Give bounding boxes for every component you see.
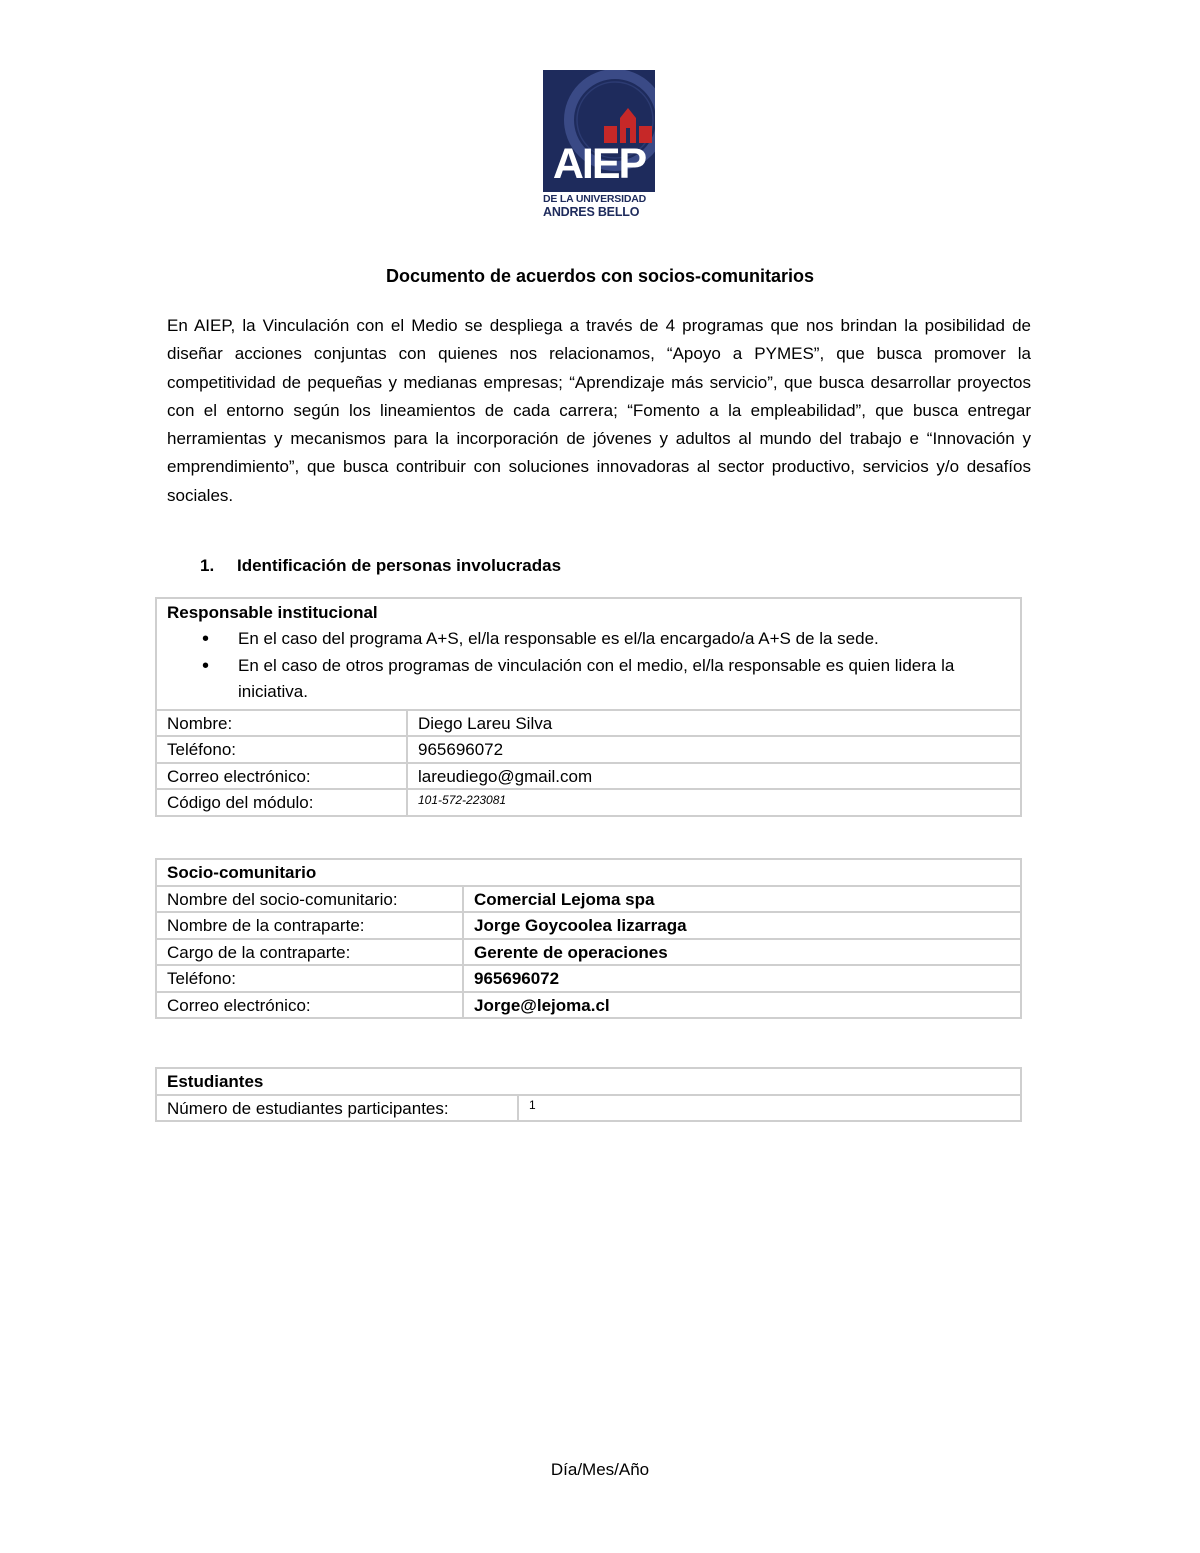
row-label: Teléfono: [156, 736, 407, 763]
row-label: Cargo de la contraparte: [156, 939, 463, 966]
table-row [156, 939, 1021, 966]
row-value: Comercial Lejoma spa [463, 886, 1021, 913]
logo-subtitle-line1: DE LA UNIVERSIDAD [543, 193, 646, 205]
section-title: Identificación de personas involucradas [237, 556, 562, 575]
table-row [156, 992, 1021, 1019]
row-value: Gerente de operaciones [463, 939, 1021, 966]
aiep-logo [543, 70, 655, 192]
table-row [156, 598, 1021, 710]
table-row [156, 710, 1021, 737]
document-title: Documento de acuerdos con socios-comunitarios [385, 266, 815, 286]
table-row [156, 736, 1021, 763]
responsable-header-cell [156, 598, 1021, 710]
row-label: Correo electrónico: [156, 763, 407, 790]
logo-subtitle [543, 193, 659, 219]
logo-subtitle-line2: ANDRES BELLO [543, 205, 640, 219]
table-row [156, 789, 1021, 816]
row-value: Jorge Goycoolea lizarraga [463, 912, 1021, 939]
list-item: • En el caso de otros programas de vinculación con el medio, el/la responsable es quien lidera la iniciativa. [238, 653, 1011, 706]
estudiantes-table [155, 1067, 1022, 1122]
section-heading [200, 556, 561, 576]
table-row [156, 886, 1021, 913]
intro-paragraph: En AIEP, la Vinculación con el Medio se despliega a través de 4 programas que nos brindan la posibilidad de diseñar acciones conjuntas con quienes nos relacionamos, “Apoyo a PYMES”, que busca promover la competitividad de pequeñas y medianas empresas; “Aprendizaje más servicio”, que busca desarrollar proyectos con el entorno según los lineamientos de cada carrera; “Fomento a la empleabilidad”, que busca entregar herramientas y mecanismos para la incorporación de jóvenes y adultos al mundo del trabajo e “Innovación y emprendimiento”, que busca contribuir con soluciones innovadoras al sector productivo, servicios y/o desafíos sociales. [167, 316, 1031, 505]
row-value: lareudiego@gmail.com [407, 763, 1021, 790]
section-number: 1. [200, 556, 215, 575]
row-label: Nombre de la contraparte: [156, 912, 463, 939]
row-label: Número de estudiantes participantes: [156, 1095, 518, 1122]
table-row [156, 859, 1021, 886]
row-label: Nombre: [156, 710, 407, 737]
row-value: 1 [518, 1095, 1021, 1122]
responsable-header: Responsable institucional [167, 603, 378, 622]
row-label: Correo electrónico: [156, 992, 463, 1019]
row-value: 101-572-223081 [407, 789, 1021, 816]
row-value: Jorge@lejoma.cl [463, 992, 1021, 1019]
row-label: Nombre del socio-comunitario: [156, 886, 463, 913]
responsable-table [155, 597, 1022, 817]
socio-header: Socio-comunitario [156, 859, 1021, 886]
table-row [156, 1068, 1021, 1095]
table-row [156, 763, 1021, 790]
row-value: Diego Lareu Silva [407, 710, 1021, 737]
table-row [156, 1095, 1021, 1122]
responsable-bullets [167, 626, 1011, 706]
list-item: • En el caso del programa A+S, el/la responsable es el/la encargado/a A+S de la sede. [238, 626, 1011, 653]
estudiantes-header: Estudiantes [156, 1068, 1021, 1095]
table-row [156, 965, 1021, 992]
row-label: Código del módulo: [156, 789, 407, 816]
date-footer: Día/Mes/Año [550, 1460, 650, 1479]
row-label: Teléfono: [156, 965, 463, 992]
table-row [156, 912, 1021, 939]
logo-wordmark: AIEP [552, 140, 646, 188]
socio-table [155, 858, 1022, 1019]
row-value: 965696072 [463, 965, 1021, 992]
row-value: 965696072 [407, 736, 1021, 763]
